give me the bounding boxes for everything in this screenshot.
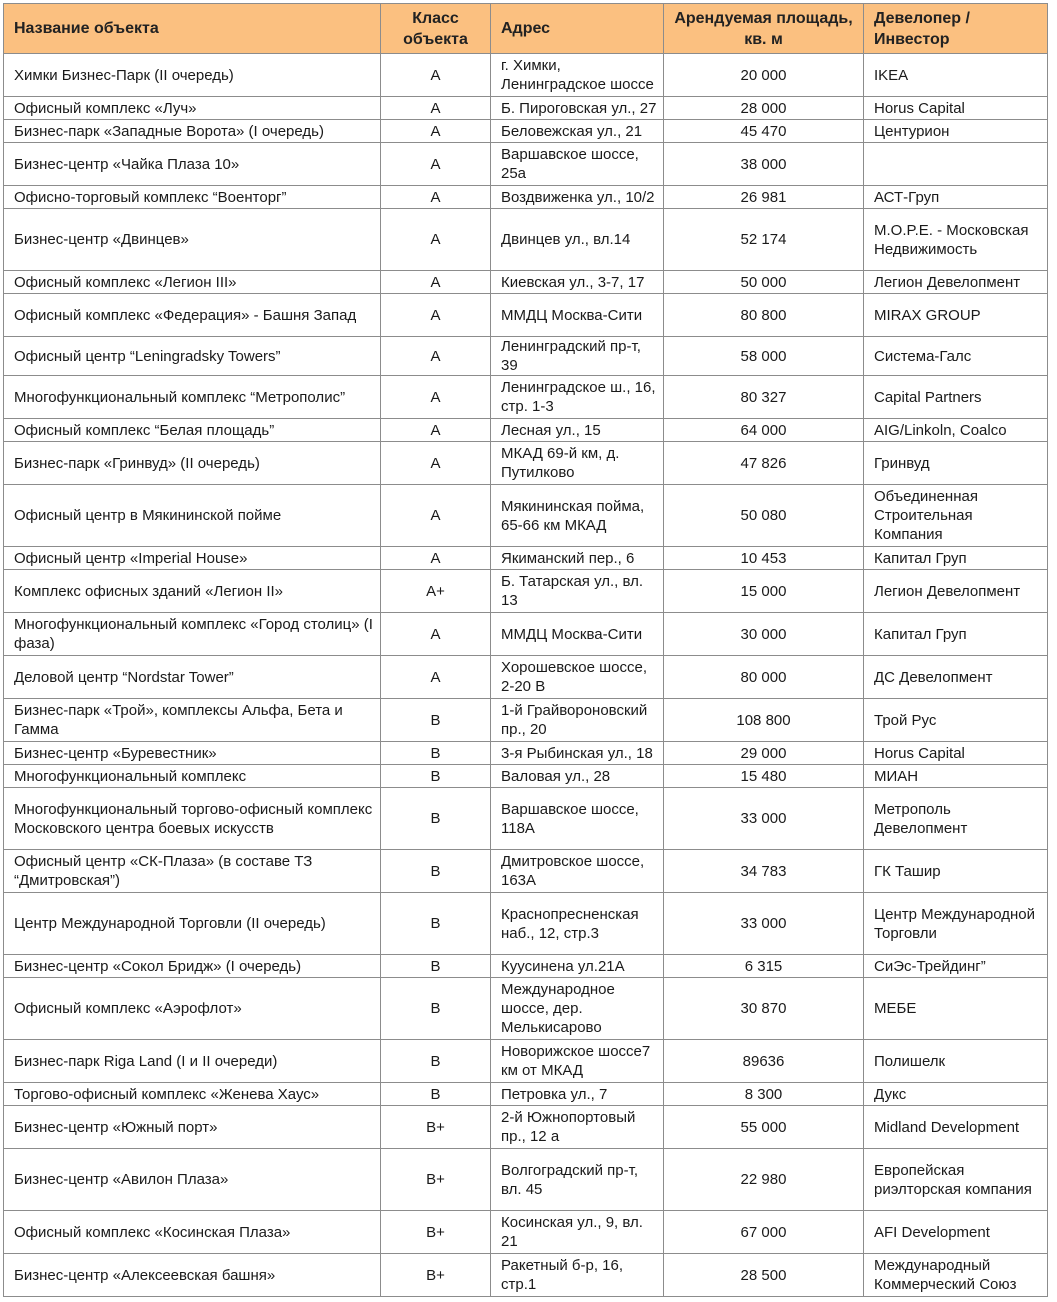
table-row — [4, 742, 1048, 765]
cell-address: Б. Пироговская ул., 27 — [491, 97, 664, 120]
cell-class: B+ — [381, 1211, 491, 1254]
cell-class: B — [381, 765, 491, 788]
cell-address: Куусинена ул.21А — [491, 955, 664, 978]
cell-developer: Horus Capital — [864, 742, 1048, 765]
cell-class: B — [381, 1040, 491, 1083]
cell-name: Многофункциональный комплекс — [4, 765, 381, 788]
cell-address: Мякининская пойма, 65-66 км МКАД — [491, 485, 664, 547]
table-row — [4, 699, 1048, 742]
cell-area: 108 800 — [664, 699, 864, 742]
col-header-class: Класс объекта — [381, 4, 491, 54]
cell-name: Бизнес-парк Riga Land (I и II очереди) — [4, 1040, 381, 1083]
cell-area: 38 000 — [664, 143, 864, 186]
cell-class: A — [381, 337, 491, 376]
cell-developer: Легион Девелопмент — [864, 570, 1048, 613]
cell-name: Офисный центр “Leningradsky Towers” — [4, 337, 381, 376]
cell-class: B+ — [381, 1254, 491, 1297]
cell-address: Лесная ул., 15 — [491, 419, 664, 442]
cell-class: A+ — [381, 570, 491, 613]
table-row — [4, 97, 1048, 120]
cell-area: 30 870 — [664, 978, 864, 1040]
cell-address: Петровка ул., 7 — [491, 1083, 664, 1106]
cell-area: 47 826 — [664, 442, 864, 485]
table-row — [4, 1083, 1048, 1106]
cell-class: A — [381, 209, 491, 271]
office-centers-table — [3, 3, 1048, 1297]
table-row — [4, 1149, 1048, 1211]
cell-class: B+ — [381, 1149, 491, 1211]
cell-developer: Метрополь Девелопмент — [864, 788, 1048, 850]
table-row — [4, 547, 1048, 570]
cell-class: A — [381, 442, 491, 485]
cell-name: Бизнес-парк «Гринвуд» (II очередь) — [4, 442, 381, 485]
cell-address: Хорошевское шоссе, 2-20 B — [491, 656, 664, 699]
cell-address: ММДЦ Москва-Сити — [491, 613, 664, 656]
cell-area: 8 300 — [664, 1083, 864, 1106]
cell-area: 22 980 — [664, 1149, 864, 1211]
cell-class: B — [381, 788, 491, 850]
cell-developer: Midland Development — [864, 1106, 1048, 1149]
col-header-address: Адрес — [491, 4, 664, 54]
cell-class: A — [381, 97, 491, 120]
cell-class: A — [381, 613, 491, 656]
cell-class: A — [381, 120, 491, 143]
cell-address: Краснопресненская наб., 12, стр.3 — [491, 893, 664, 955]
cell-class: B — [381, 955, 491, 978]
cell-class: A — [381, 419, 491, 442]
cell-class: B+ — [381, 1106, 491, 1149]
cell-area: 80 800 — [664, 294, 864, 337]
cell-name: Бизнес-центр «Авилон Плаза» — [4, 1149, 381, 1211]
cell-address: Б. Татарская ул., вл. 13 — [491, 570, 664, 613]
cell-name: Комплекс офисных зданий «Легион II» — [4, 570, 381, 613]
cell-area: 33 000 — [664, 788, 864, 850]
cell-developer: ГК Ташир — [864, 850, 1048, 893]
cell-name: Многофункциональный комплекс «Город столиц» (I фаза) — [4, 613, 381, 656]
cell-developer: Объединенная Строительная Компания — [864, 485, 1048, 547]
cell-name: Центр Международной Торговли (II очередь) — [4, 893, 381, 955]
cell-area: 15 480 — [664, 765, 864, 788]
table-row — [4, 419, 1048, 442]
cell-name: Офисный комплекс «Луч» — [4, 97, 381, 120]
cell-address: Воздвиженка ул., 10/2 — [491, 186, 664, 209]
cell-area: 50 000 — [664, 271, 864, 294]
cell-class: A — [381, 186, 491, 209]
cell-developer: МЕБЕ — [864, 978, 1048, 1040]
cell-name: Бизнес-центр «Двинцев» — [4, 209, 381, 271]
cell-address: Беловежская ул., 21 — [491, 120, 664, 143]
cell-address: Двинцев ул., вл.14 — [491, 209, 664, 271]
table-row — [4, 850, 1048, 893]
cell-address: г. Химки, Ленинградское шоссе — [491, 54, 664, 97]
cell-developer: IKEA — [864, 54, 1048, 97]
table-row — [4, 485, 1048, 547]
cell-name: Бизнес-центр «Чайка Плаза 10» — [4, 143, 381, 186]
cell-developer: MIRAX GROUP — [864, 294, 1048, 337]
cell-class: B — [381, 699, 491, 742]
cell-address: 1-й Грайвороновский пр., 20 — [491, 699, 664, 742]
cell-address: Якиманский пер., 6 — [491, 547, 664, 570]
cell-area: 10 453 — [664, 547, 864, 570]
cell-developer: Capital Partners — [864, 376, 1048, 419]
cell-address: Варшавское шоссе, 25а — [491, 143, 664, 186]
table-row — [4, 656, 1048, 699]
cell-address: Ленинградский пр-т, 39 — [491, 337, 664, 376]
cell-area: 28 500 — [664, 1254, 864, 1297]
cell-area: 64 000 — [664, 419, 864, 442]
cell-address: Киевская ул., 3-7, 17 — [491, 271, 664, 294]
cell-address: Ракетный б-р, 16, стр.1 — [491, 1254, 664, 1297]
cell-address: МКАД 69-й км, д. Путилково — [491, 442, 664, 485]
table-row — [4, 765, 1048, 788]
cell-area: 6 315 — [664, 955, 864, 978]
cell-address: Ленинградское ш., 16, стр. 1-3 — [491, 376, 664, 419]
cell-name: Офисный комплекс “Белая площадь” — [4, 419, 381, 442]
cell-class: B — [381, 850, 491, 893]
cell-name: Бизнес-центр «Сокол Бридж» (I очередь) — [4, 955, 381, 978]
cell-developer: Дукс — [864, 1083, 1048, 1106]
cell-address: 3-я Рыбинская ул., 18 — [491, 742, 664, 765]
table-row — [4, 337, 1048, 376]
cell-name: Офисно-торговый комплекс “Военторг” — [4, 186, 381, 209]
table-row — [4, 54, 1048, 97]
cell-developer: Центр Международной Торговли — [864, 893, 1048, 955]
cell-developer: Легион Девелопмент — [864, 271, 1048, 294]
cell-name: Бизнес-центр «Южный порт» — [4, 1106, 381, 1149]
table-row — [4, 978, 1048, 1040]
table-row — [4, 613, 1048, 656]
cell-developer: АСТ-Груп — [864, 186, 1048, 209]
cell-area: 89636 — [664, 1040, 864, 1083]
cell-address: Волгоградский пр-т, вл. 45 — [491, 1149, 664, 1211]
cell-address: Дмитровское шоссе, 163А — [491, 850, 664, 893]
cell-class: A — [381, 143, 491, 186]
cell-class: A — [381, 547, 491, 570]
col-header-area: Арендуемая площадь, кв. м — [664, 4, 864, 54]
cell-developer: Капитал Груп — [864, 547, 1048, 570]
cell-developer: ДС Девелопмент — [864, 656, 1048, 699]
cell-class: A — [381, 656, 491, 699]
cell-developer: Система-Галс — [864, 337, 1048, 376]
cell-name: Химки Бизнес-Парк (II очередь) — [4, 54, 381, 97]
cell-developer: Horus Capital — [864, 97, 1048, 120]
cell-name: Офисный комплекс «Федерация» - Башня Запад — [4, 294, 381, 337]
cell-developer: Трой Рус — [864, 699, 1048, 742]
table-row — [4, 294, 1048, 337]
cell-area: 50 080 — [664, 485, 864, 547]
cell-name: Офисный центр «СК-Плаза» (в составе ТЗ “Дмитровская”) — [4, 850, 381, 893]
col-header-developer: Девелопер / Инвестор — [864, 4, 1048, 54]
cell-developer: Полишелк — [864, 1040, 1048, 1083]
cell-class: B — [381, 893, 491, 955]
cell-area: 67 000 — [664, 1211, 864, 1254]
cell-name: Бизнес-парк «Трой», комплексы Альфа, Бета и Гамма — [4, 699, 381, 742]
cell-area: 58 000 — [664, 337, 864, 376]
cell-developer: AIG/Linkoln, Coalco — [864, 419, 1048, 442]
cell-class: A — [381, 294, 491, 337]
cell-developer: Гринвуд — [864, 442, 1048, 485]
table-row — [4, 120, 1048, 143]
cell-developer: Капитал Груп — [864, 613, 1048, 656]
table-row — [4, 209, 1048, 271]
cell-area: 55 000 — [664, 1106, 864, 1149]
cell-name: Многофункциональный комплекс “Метрополис” — [4, 376, 381, 419]
cell-area: 33 000 — [664, 893, 864, 955]
cell-area: 80 000 — [664, 656, 864, 699]
table-row — [4, 1106, 1048, 1149]
cell-area: 15 000 — [664, 570, 864, 613]
cell-developer: M.O.P.E. - Московская Недвижимость — [864, 209, 1048, 271]
table-row — [4, 1040, 1048, 1083]
table-row — [4, 1254, 1048, 1297]
cell-name: Торгово-офисный комплекс «Женева Хаус» — [4, 1083, 381, 1106]
cell-developer: Европейская риэлторская компания — [864, 1149, 1048, 1211]
cell-developer — [864, 143, 1048, 186]
cell-address: Новорижское шоссе7 км от МКАД — [491, 1040, 664, 1083]
cell-address: Валовая ул., 28 — [491, 765, 664, 788]
cell-name: Бизнес-парк «Западные Ворота» (I очередь) — [4, 120, 381, 143]
cell-area: 28 000 — [664, 97, 864, 120]
cell-name: Офисный комплекс «Легион III» — [4, 271, 381, 294]
cell-area: 45 470 — [664, 120, 864, 143]
cell-address: Международное шоссе, дер. Мелькисарово — [491, 978, 664, 1040]
cell-name: Деловой центр “Nordstar Tower” — [4, 656, 381, 699]
cell-area: 52 174 — [664, 209, 864, 271]
table-row — [4, 186, 1048, 209]
cell-address: 2-й Южнопортовый пр., 12 а — [491, 1106, 664, 1149]
cell-name: Бизнес-центр «Алексеевская башня» — [4, 1254, 381, 1297]
table-row — [4, 1211, 1048, 1254]
cell-area: 34 783 — [664, 850, 864, 893]
cell-class: A — [381, 485, 491, 547]
cell-name: Многофункциональный торгово-офисный комплекс Московского центра боевых искусств — [4, 788, 381, 850]
cell-name: Офисный центр «Imperial House» — [4, 547, 381, 570]
cell-developer: Международный Коммерческий Союз — [864, 1254, 1048, 1297]
cell-area: 30 000 — [664, 613, 864, 656]
table-row — [4, 893, 1048, 955]
cell-area: 80 327 — [664, 376, 864, 419]
header-row — [4, 4, 1048, 54]
table-row — [4, 376, 1048, 419]
cell-name: Офисный комплекс «Косинская Плаза» — [4, 1211, 381, 1254]
cell-address: ММДЦ Москва-Сити — [491, 294, 664, 337]
cell-developer: AFI Development — [864, 1211, 1048, 1254]
table-row — [4, 271, 1048, 294]
cell-address: Варшавское шоссе, 118А — [491, 788, 664, 850]
cell-area: 29 000 — [664, 742, 864, 765]
cell-class: A — [381, 271, 491, 294]
table-row — [4, 788, 1048, 850]
cell-area: 26 981 — [664, 186, 864, 209]
cell-name: Бизнес-центр «Буревестник» — [4, 742, 381, 765]
cell-class: B — [381, 742, 491, 765]
cell-developer: Центурион — [864, 120, 1048, 143]
cell-area: 20 000 — [664, 54, 864, 97]
cell-address: Косинская ул., 9, вл. 21 — [491, 1211, 664, 1254]
cell-class: A — [381, 376, 491, 419]
cell-developer: МИАН — [864, 765, 1048, 788]
cell-name: Офисный центр в Мякининской пойме — [4, 485, 381, 547]
cell-class: B — [381, 1083, 491, 1106]
cell-class: A — [381, 54, 491, 97]
table-row — [4, 570, 1048, 613]
cell-class: B — [381, 978, 491, 1040]
table-row — [4, 143, 1048, 186]
cell-developer: СиЭс-Трейдинг” — [864, 955, 1048, 978]
cell-name: Офисный комплекс «Аэрофлот» — [4, 978, 381, 1040]
table-row — [4, 442, 1048, 485]
col-header-name: Название объекта — [4, 4, 381, 54]
table-row — [4, 955, 1048, 978]
